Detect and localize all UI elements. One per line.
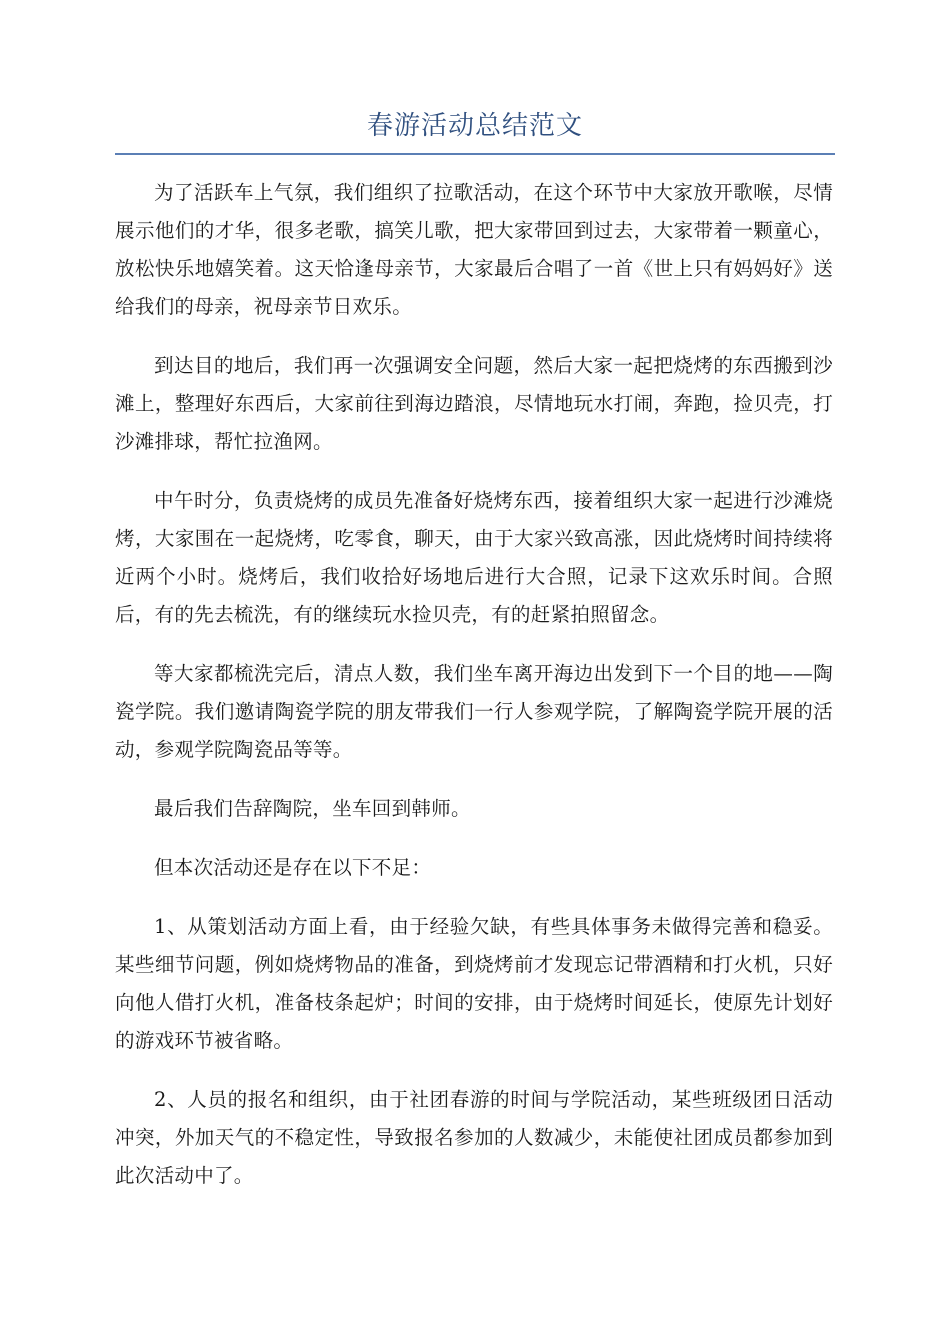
paragraph-3: 中午时分，负责烧烤的成员先准备好烧烤东西，接着组织大家一起进行沙滩烧烤，大家围在一起烧烤，吃零食，聊天，由于大家兴致高涨，因此烧烤时间持续将近两个小时。烧烤后，我们收拾好场地后进行大合照，记录下这欢乐时间。合照后，有的先去梳洗，有的继续玩水捡贝壳，有的赶紧拍照留念。 bbox=[115, 489, 833, 626]
paragraph-4: 等大家都梳洗完后，清点人数，我们坐车离开海边出发到下一个目的地——陶瓷学院。我们邀请陶瓷学院的朋友带我们一行人参观学院，了解陶瓷学院开展的活动，参观学院陶瓷品等等。 bbox=[115, 662, 833, 761]
paragraph-2: 到达目的地后，我们再一次强调安全问题，然后大家一起把烧烤的东西搬到沙滩上，整理好东西后，大家前往到海边踏浪，尽情地玩水打闹，奔跑，捡贝壳，打沙滩排球，帮忙拉渔网。 bbox=[115, 354, 833, 453]
page-title: 春游活动总结范文 bbox=[366, 111, 583, 141]
title-underline bbox=[115, 153, 835, 155]
paragraph-1: 为了活跃车上气氛，我们组织了拉歌活动，在这个环节中大家放开歌喉，尽情展示他们的才华，很多老歌，搞笑儿歌，把大家带回到过去，大家带着一颗童心，放松快乐地嬉笑着。这天恰逢母亲节，大家最后合唱了一首《世上只有妈妈好》送给我们的母亲，祝母亲节日欢乐。 bbox=[115, 181, 833, 318]
paragraph-8: 2、人员的报名和组织，由于社团春游的时间与学院活动，某些班级团日活动冲突，外加天气的不稳定性，导致报名参加的人数减少，未能使社团成员都参加到此次活动中了。 bbox=[115, 1088, 833, 1187]
document-body bbox=[115, 174, 833, 1216]
paragraph-6: 但本次活动还是存在以下不足： bbox=[154, 856, 432, 879]
paragraph-7: 1、从策划活动方面上看，由于经验欠缺，有些具体事务未做得完善和稳妥。某些细节问题，例如烧烤物品的准备，到烧烤前才发现忘记带酒精和打火机，只好向他人借打火机，准备枝条起炉；时间的安排，由于烧烤时间延长，使原先计划好的游戏环节被省略。 bbox=[115, 915, 833, 1052]
paragraph-5: 最后我们告辞陶院，坐车回到韩师。 bbox=[154, 797, 471, 820]
